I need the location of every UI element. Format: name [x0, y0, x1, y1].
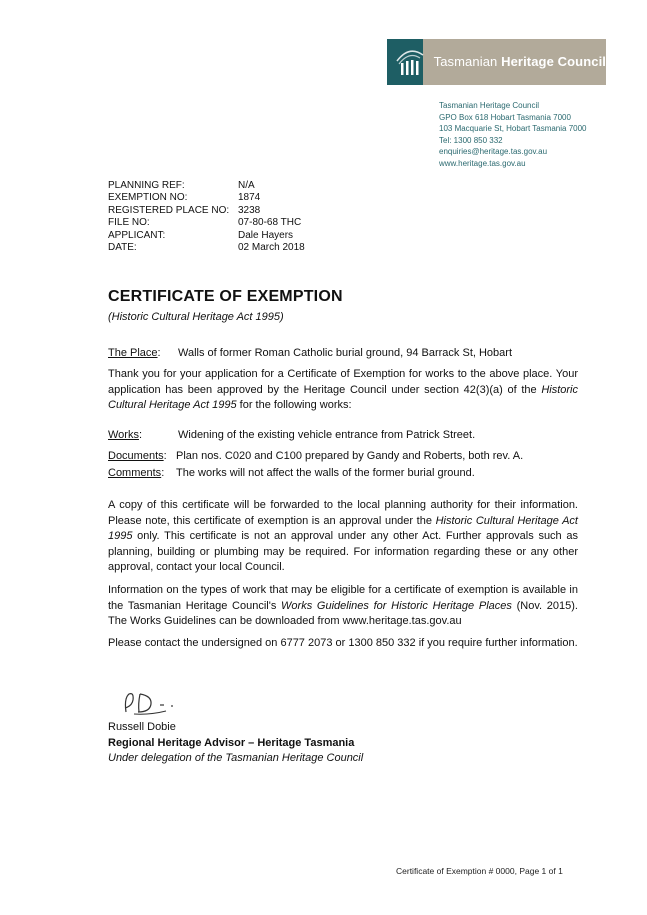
signatory-role: Regional Heritage Advisor – Heritage Tasmania — [108, 736, 355, 749]
heritage-council-logo-icon — [387, 39, 423, 85]
ref-value: N/A — [238, 180, 255, 191]
intro-paragraph — [108, 367, 578, 414]
ref-value: Dale Hayers — [238, 229, 294, 241]
comments-label: Comments — [108, 467, 162, 479]
signatory-name: Russell Dobie — [108, 721, 176, 733]
ref-value: 02 March 2018 — [238, 242, 305, 254]
contact-postal: GPO Box 618 Hobart Tasmania 7000 — [439, 112, 571, 122]
ref-label: EXEMPTION NO: — [108, 192, 188, 204]
intro-act: Historic Cultural Heritage Act 1995 — [108, 383, 578, 411]
ref-label: APPLICANT: — [108, 229, 166, 241]
place-label-wrap — [108, 346, 178, 362]
ref-label: REGISTERED PLACE NO: — [108, 204, 230, 216]
ref-row-applicant — [108, 230, 305, 242]
signatory-delegation: Under delegation of the Tasmanian Heritage Council — [108, 752, 364, 764]
documents-row — [108, 449, 523, 465]
comments-colon: : — [161, 467, 165, 479]
ref-value: 07-80-68 THC — [238, 217, 302, 229]
documents-value: Plan nos. C020 and C100 prepared by Gandy and Roberts, both rev. A. — [176, 450, 524, 462]
ref-row-registered-place — [108, 205, 305, 217]
works-colon: : — [138, 429, 143, 441]
documents-label-wrap — [108, 449, 172, 465]
contact-web: www.heritage.tas.gov.au — [439, 158, 526, 168]
info-text-1: Information on the types of work that may be eligible for a certificate of exemption is available in the Tasmanian Heritage Council's — [108, 584, 578, 612]
contact-tel: Tel: 1300 850 332 — [439, 135, 503, 145]
ref-label: FILE NO: — [108, 217, 150, 229]
ref-label: DATE: — [108, 242, 137, 254]
info-text-2: (Nov. 2015). The Works Guidelines can be downloaded from www.heritage.tas.gov.au — [108, 599, 578, 627]
comments-label-wrap — [108, 466, 172, 482]
works-label-wrap — [108, 428, 178, 444]
signatory-block — [108, 720, 363, 767]
intro-text-2: for the following works: — [236, 399, 352, 411]
contact-paragraph: Please contact the undersigned on 6777 2073 or 1300 850 332 if you require further information. — [108, 637, 578, 649]
place-colon: : — [157, 347, 161, 359]
ref-row-date — [108, 242, 305, 254]
works-row — [108, 428, 475, 444]
ref-row-exemption — [108, 192, 305, 204]
logo-banner — [387, 39, 606, 85]
document-subtitle: (Historic Cultural Heritage Act 1995) — [108, 311, 284, 323]
contact-block — [439, 100, 587, 170]
reference-table — [108, 180, 305, 254]
info-paragraph — [108, 583, 578, 630]
ref-value: 1874 — [238, 192, 261, 204]
comments-value: The works will not affect the walls of the former burial ground. — [176, 467, 475, 479]
copy-text-2: only. This certificate is not an approval under any other Act. Further approvals such as planning, building or plumbing may be required. For information regarding these or any other approval, contact your local Council. — [108, 530, 578, 573]
document-title: CERTIFICATE OF EXEMPTION — [108, 288, 343, 305]
place-row — [108, 346, 512, 362]
copy-act: Historic Cultural Heritage Act 1995 — [108, 514, 578, 542]
handwritten-signature — [120, 688, 190, 723]
place-label: The Place — [108, 347, 158, 359]
ref-row-file — [108, 217, 305, 229]
logo-word-tasmanian: Tasmanian — [433, 54, 498, 69]
comments-row — [108, 466, 475, 482]
ref-row-planning — [108, 180, 305, 192]
logo-word-heritage-council: Heritage Council — [501, 54, 606, 69]
ref-value: 3238 — [238, 204, 261, 216]
works-value: Widening of the existing vehicle entrance from Patrick Street. — [178, 429, 476, 441]
contact-street: 103 Macquarie St, Hobart Tasmania 7000 — [439, 124, 587, 134]
contact-email: enquiries@heritage.tas.gov.au — [439, 147, 548, 157]
copy-paragraph — [108, 498, 578, 576]
documents-label: Documents — [108, 450, 164, 462]
ref-label: PLANNING REF: — [108, 180, 185, 191]
copy-text-1: A copy of this certificate will be forwarded to the local planning authority for their information. Please note, this certificate of exemption is an approval under the — [108, 499, 578, 527]
contact-org: Tasmanian Heritage Council — [439, 101, 540, 110]
intro-text-1: Thank you for your application for a Certificate of Exemption for works to the above place. Your application has been approved by the Heritage Council under section 42(3)(a) of the — [108, 368, 578, 396]
info-guide-title: Works Guidelines for Historic Heritage Places — [281, 599, 512, 612]
page-footer: Certificate of Exemption # 0000, Page 1 of 1 — [396, 866, 563, 876]
logo-wordmark — [423, 39, 606, 85]
documents-colon: : — [163, 450, 167, 462]
works-label: Works — [108, 429, 139, 441]
place-value: Walls of former Roman Catholic burial ground, 94 Barrack St, Hobart — [178, 347, 513, 359]
